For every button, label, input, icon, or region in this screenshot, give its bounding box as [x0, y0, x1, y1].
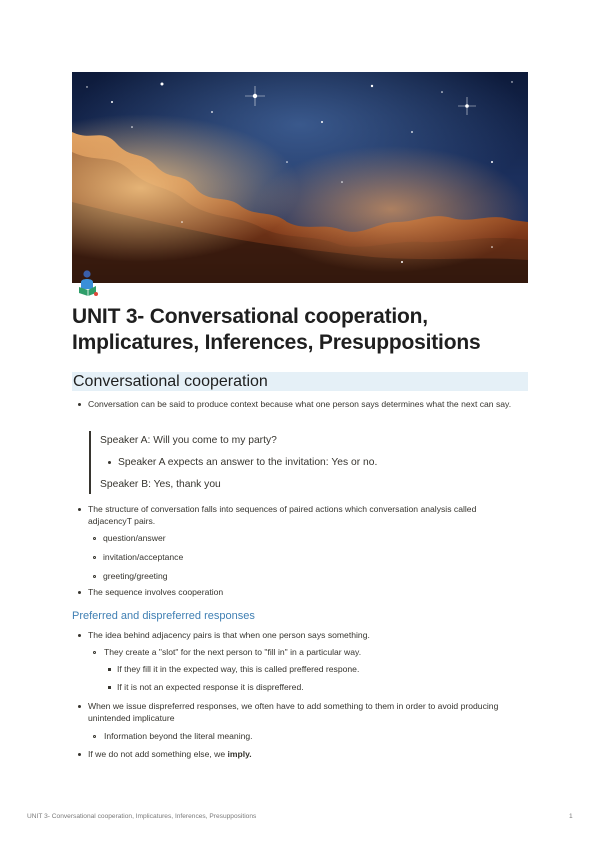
quote-bar [89, 431, 91, 494]
circle-bullet [93, 575, 96, 578]
list-item: When we issue dispreferred responses, we often have to add something to them in order to avoid producing unintended implicature [88, 701, 499, 723]
bullet-dot [78, 753, 81, 756]
bullet-dot [78, 705, 81, 708]
section-heading-text: Conversational cooperation [73, 373, 268, 390]
list-item: They create a "slot" for the next person to "fill in" in a particular way. [104, 647, 362, 657]
footer-title: UNIT 3- Conversational cooperation, Implicatures, Inferences, Presuppositions [27, 813, 257, 820]
list-item: invitation/acceptance [103, 552, 184, 562]
circle-bullet [93, 537, 96, 540]
list-item [88, 748, 518, 760]
list-item: question/answer [103, 533, 166, 543]
bullet-dot [78, 508, 81, 511]
list-item: greeting/greeting [103, 571, 168, 581]
bullet-dot [108, 461, 111, 464]
page-number: 1 [569, 813, 573, 820]
circle-bullet [93, 651, 96, 654]
square-bullet [108, 668, 111, 671]
list-item: If it is not an expected response it is dispreffered. [117, 682, 304, 692]
list-item: The structure of conversation falls into sequences of paired actions which conversation analysis called adjacencyT pairs. [88, 504, 477, 526]
bullet-dot [78, 591, 81, 594]
bullet-dot [78, 403, 81, 406]
quote-speaker-a: Speaker A: Will you come to my party? [100, 435, 277, 446]
circle-bullet [93, 556, 96, 559]
bullet-dot [78, 634, 81, 637]
quote-speaker-b: Speaker B: Yes, thank you [100, 479, 221, 490]
list-item: Information beyond the literal meaning. [104, 731, 253, 741]
circle-bullet [93, 735, 96, 738]
list-item: If they fill it in the expected way, this is called preffered respone. [117, 664, 360, 674]
list-item: The idea behind adjacency pairs is that when one person says something. [88, 630, 370, 640]
person-reading-icon [76, 269, 102, 299]
list-item-text: If we do not add something else, we [88, 749, 228, 759]
section-heading-preferred-responses: Preferred and dispreferred responses [72, 610, 255, 622]
square-bullet [108, 686, 111, 689]
list-item: The sequence involves cooperation [88, 587, 224, 597]
list-item: Conversation can be said to produce context because what one person says determines what the next can say. [88, 399, 512, 409]
section-heading-conversational-cooperation [72, 372, 528, 391]
quote-speaker-a-sub: Speaker A expects an answer to the invitation: Yes or no. [118, 457, 378, 468]
list-item-bold: imply. [227, 749, 252, 759]
page-title: UNIT 3- Conversational cooperation, Implicatures, Inferences, Presuppositions [72, 305, 481, 354]
cover-image [72, 72, 528, 283]
